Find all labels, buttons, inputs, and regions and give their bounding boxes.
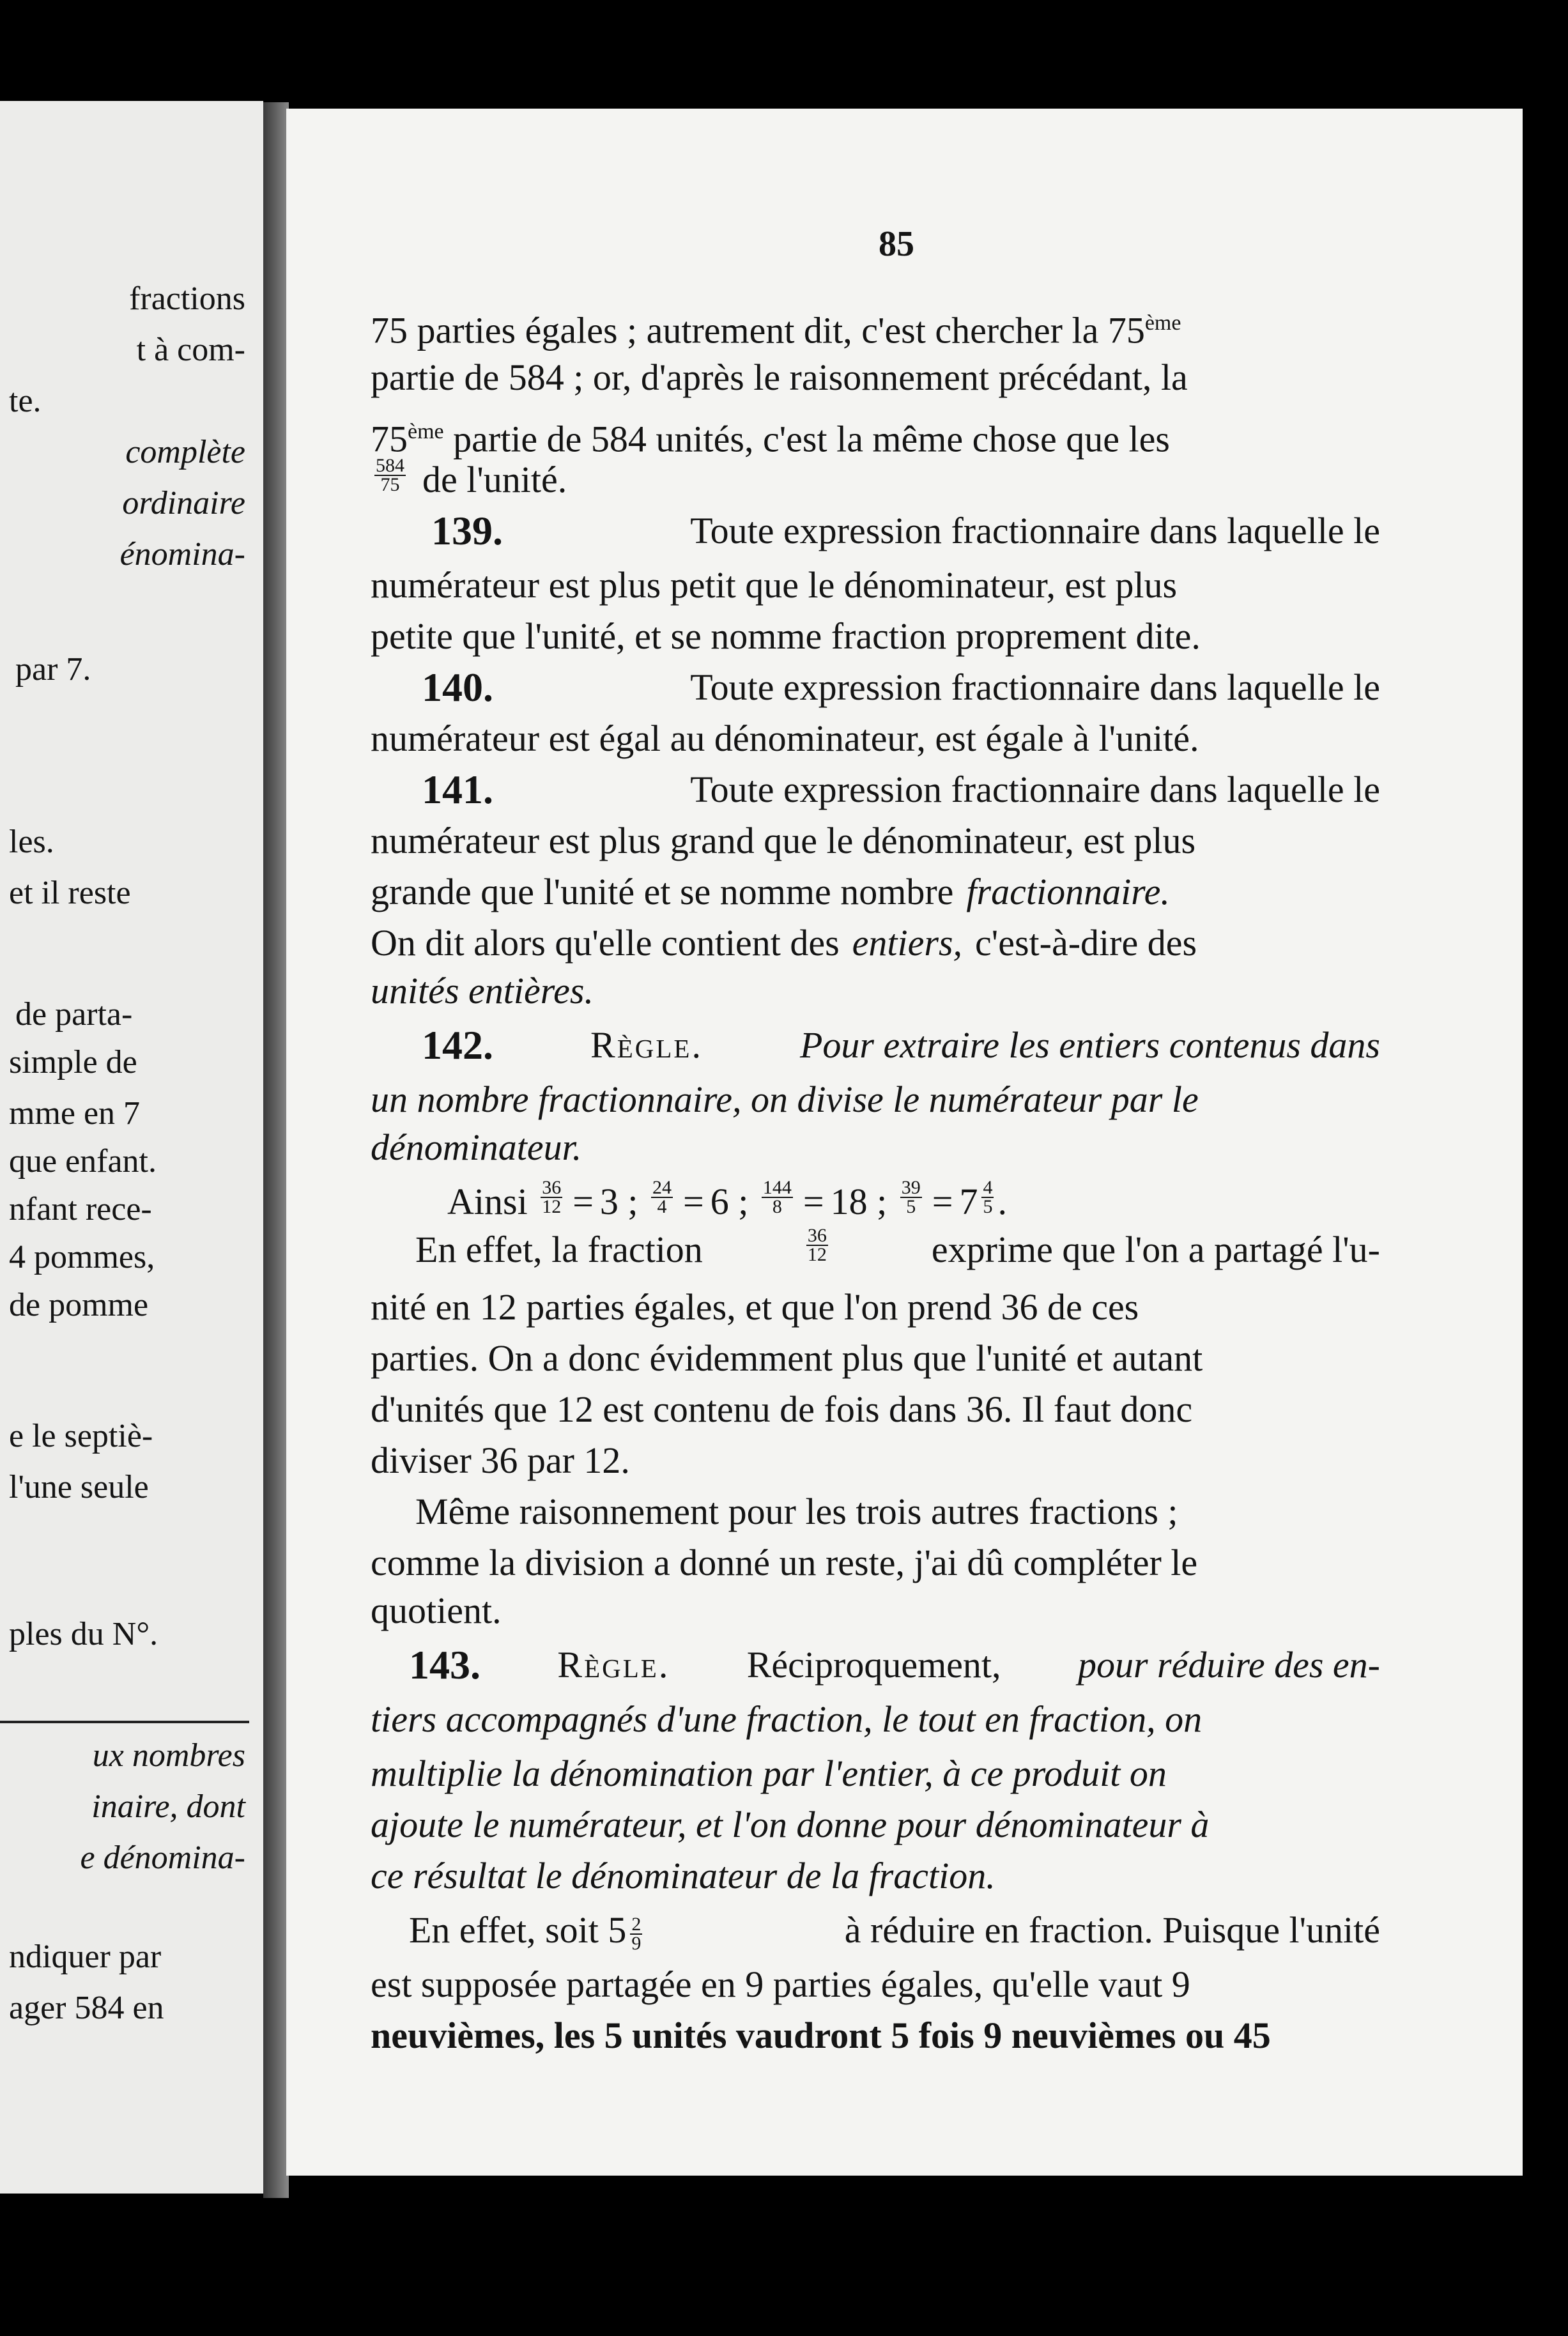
numerator: 4	[983, 1177, 993, 1198]
fraction	[762, 1179, 793, 1225]
text-line	[422, 1022, 1380, 1068]
left-line: les.	[9, 824, 54, 860]
text-run	[409, 1907, 646, 1953]
left-line: ager 584 en	[9, 1990, 164, 2026]
text-line: quotient.	[371, 1590, 502, 1631]
result: 18	[830, 1181, 868, 1222]
denominator: 12	[807, 1244, 827, 1265]
superscript: ème	[408, 420, 444, 443]
left-line: et il reste	[9, 875, 131, 911]
left-line: de parta-	[15, 996, 133, 1033]
text-run: fractionnaire.	[966, 871, 1170, 912]
fraction	[541, 1179, 562, 1225]
left-line: e dénomina-	[80, 1840, 245, 1876]
text-line: numérateur est plus petit que le dénominateur, est plus	[371, 564, 1178, 606]
text-line	[409, 1907, 1380, 1953]
left-line: que enfant.	[9, 1143, 157, 1180]
left-line: ordinaire	[122, 485, 245, 521]
text-line: ce résultat le dénominateur de la fraction.	[371, 1855, 995, 1896]
text-line: numérateur est plus grand que le dénominateur, est plus	[371, 820, 1196, 861]
fraction	[651, 1179, 673, 1225]
left-line: énomina-	[119, 536, 245, 572]
text-line: un nombre fractionnaire, on divise le numérateur par le	[371, 1079, 1199, 1120]
text-line	[371, 409, 1380, 462]
denominator: 5	[906, 1196, 916, 1217]
numerator: 584	[376, 455, 404, 476]
text-line	[409, 1642, 1380, 1688]
text-line: petite que l'unité, et se nomme fraction proprement dite.	[371, 615, 1201, 657]
denominator: 9	[631, 1932, 642, 1954]
numerator: 39	[901, 1177, 921, 1198]
text-run: En effet, soit 5	[409, 1909, 627, 1951]
text-run: c'est-à-dire des	[975, 922, 1197, 964]
text-run: à réduire en fraction. Puisque l'unité	[844, 1909, 1380, 1951]
left-line: ndiquer par	[9, 1939, 162, 1975]
left-page	[0, 101, 263, 2194]
text-line: unités entières.	[371, 970, 594, 1011]
numerator: 2	[631, 1913, 642, 1935]
text-line: dénominateur.	[371, 1126, 582, 1168]
gutter-shadow	[263, 102, 289, 2198]
left-line: mme en 7	[9, 1095, 141, 1132]
denominator: 4	[657, 1196, 667, 1217]
result: 6	[710, 1181, 729, 1222]
text-line: ajoute le numérateur, et l'on donne pour dénominateur à	[371, 1804, 1210, 1845]
fraction	[806, 1227, 828, 1273]
text-line	[371, 300, 1380, 353]
text-run: Toute expression fractionnaire dans laquelle le	[690, 666, 1380, 708]
text-line: partie de 584 ; or, d'après le raisonnement précédant, la	[371, 357, 1188, 398]
fraction	[374, 457, 406, 503]
text-line	[371, 920, 1380, 966]
left-line: l'une seule	[9, 1469, 149, 1505]
superscript: ème	[1144, 311, 1181, 335]
text-run: Réciproquement,	[746, 1644, 1001, 1686]
text-run: 75	[371, 418, 408, 460]
text-run: partie de 584 unités, c'est la même chose que les	[443, 418, 1170, 460]
text-line: est supposée partagée en 9 parties égales, qu'elle vaut 9	[371, 1963, 1190, 2005]
left-line: nfant rece-	[9, 1191, 152, 1227]
numerator: 24	[652, 1177, 672, 1198]
denominator: 75	[380, 474, 400, 495]
text-line	[431, 508, 1380, 554]
left-line: t à com-	[136, 332, 245, 368]
text-run: grande que l'unité et se nomme nombre	[371, 871, 954, 912]
left-line: te.	[9, 383, 42, 419]
left-line: ples du N°.	[9, 1616, 158, 1652]
text-run	[371, 409, 1170, 462]
text-line	[422, 767, 1380, 813]
text-line	[422, 665, 1380, 711]
rule-label: Règle.	[557, 1644, 670, 1686]
denominator: 12	[542, 1196, 562, 1217]
left-line: 4 pommes,	[9, 1239, 155, 1275]
text-run: pour réduire des en-	[1077, 1644, 1380, 1686]
result: 7	[959, 1181, 978, 1222]
numerator: 36	[542, 1177, 562, 1198]
text-run: exprime que l'on a partagé l'u-	[931, 1229, 1380, 1270]
paragraph-number: 143.	[409, 1642, 480, 1687]
text-run: Ainsi	[447, 1181, 528, 1222]
left-line: de pomme	[9, 1287, 149, 1323]
denominator: 8	[772, 1196, 782, 1217]
text-line: numérateur est égal au dénominateur, est égale à l'unité.	[371, 718, 1199, 759]
paragraph-number: 139.	[431, 508, 503, 553]
text-run: Toute expression fractionnaire dans laquelle le	[690, 769, 1380, 810]
text-line: parties. On a donc évidemment plus que l'unité et autant	[371, 1337, 1203, 1379]
text-line	[371, 457, 1380, 503]
text-run: de l'unité.	[422, 459, 567, 500]
left-line: fractions	[129, 280, 245, 317]
page-number: 85	[879, 224, 914, 264]
text-line: diviser 36 par 12.	[371, 1440, 630, 1481]
result: 3	[599, 1181, 619, 1222]
text-line	[415, 1227, 1380, 1273]
left-line: inaire, dont	[91, 1788, 245, 1825]
denominator: 5	[983, 1196, 993, 1217]
text-line: comme la division a donné un reste, j'ai dû compléter le	[371, 1542, 1198, 1583]
text-run: Pour extraire les entiers contenus dans	[800, 1024, 1380, 1066]
text-line: nité en 12 parties égales, et que l'on prend 36 de ces	[371, 1286, 1139, 1328]
left-line: par 7.	[15, 651, 91, 688]
left-line: complète	[125, 434, 245, 470]
fraction	[981, 1179, 994, 1225]
text-line: neuvièmes, les 5 unités vaudront 5 fois 9 neuvièmes ou 45	[371, 2015, 1271, 2056]
text-line	[371, 869, 1380, 915]
paragraph-number: 140.	[422, 665, 493, 710]
fraction	[900, 1179, 922, 1225]
fraction	[630, 1913, 642, 1954]
text-line: multiplie la dénomination par l'entier, à ce produit on	[371, 1753, 1167, 1794]
text-line: tiers accompagnés d'une fraction, le tout en fraction, on	[371, 1698, 1203, 1740]
text-line: d'unités que 12 est contenu de fois dans 36. Il faut donc	[371, 1388, 1193, 1430]
left-line: e le septiè-	[9, 1418, 153, 1454]
text-run	[371, 300, 1181, 353]
left-rule	[0, 1721, 249, 1723]
formula-line: Ainsi $\frac{36}{12}$ = 3 ; $\frac{24}{4}$ = 6 ; $\frac{144}{8}$ = 18 ; $\frac{39}{5}$ = 7 $\frac{4}{5}$ .	[447, 1179, 1342, 1225]
rule-label: Règle.	[590, 1024, 703, 1066]
numerator: 36	[807, 1225, 827, 1246]
text-run: entiers,	[852, 922, 963, 964]
numerator: 144	[762, 1177, 792, 1198]
left-line: ux nombres	[92, 1737, 245, 1774]
text-run: Toute expression fractionnaire dans laquelle le	[690, 510, 1380, 551]
text-run: On dit alors qu'elle contient des	[371, 922, 840, 964]
text-line: Même raisonnement pour les trois autres fractions ;	[415, 1491, 1178, 1532]
paragraph-number: 141.	[422, 767, 493, 812]
text-run: En effet, la fraction	[415, 1229, 703, 1270]
left-line: simple de	[9, 1044, 137, 1080]
paragraph-number: 142.	[422, 1022, 493, 1068]
text-run: 75 parties égales ; autrement dit, c'est chercher la 75	[371, 309, 1145, 351]
